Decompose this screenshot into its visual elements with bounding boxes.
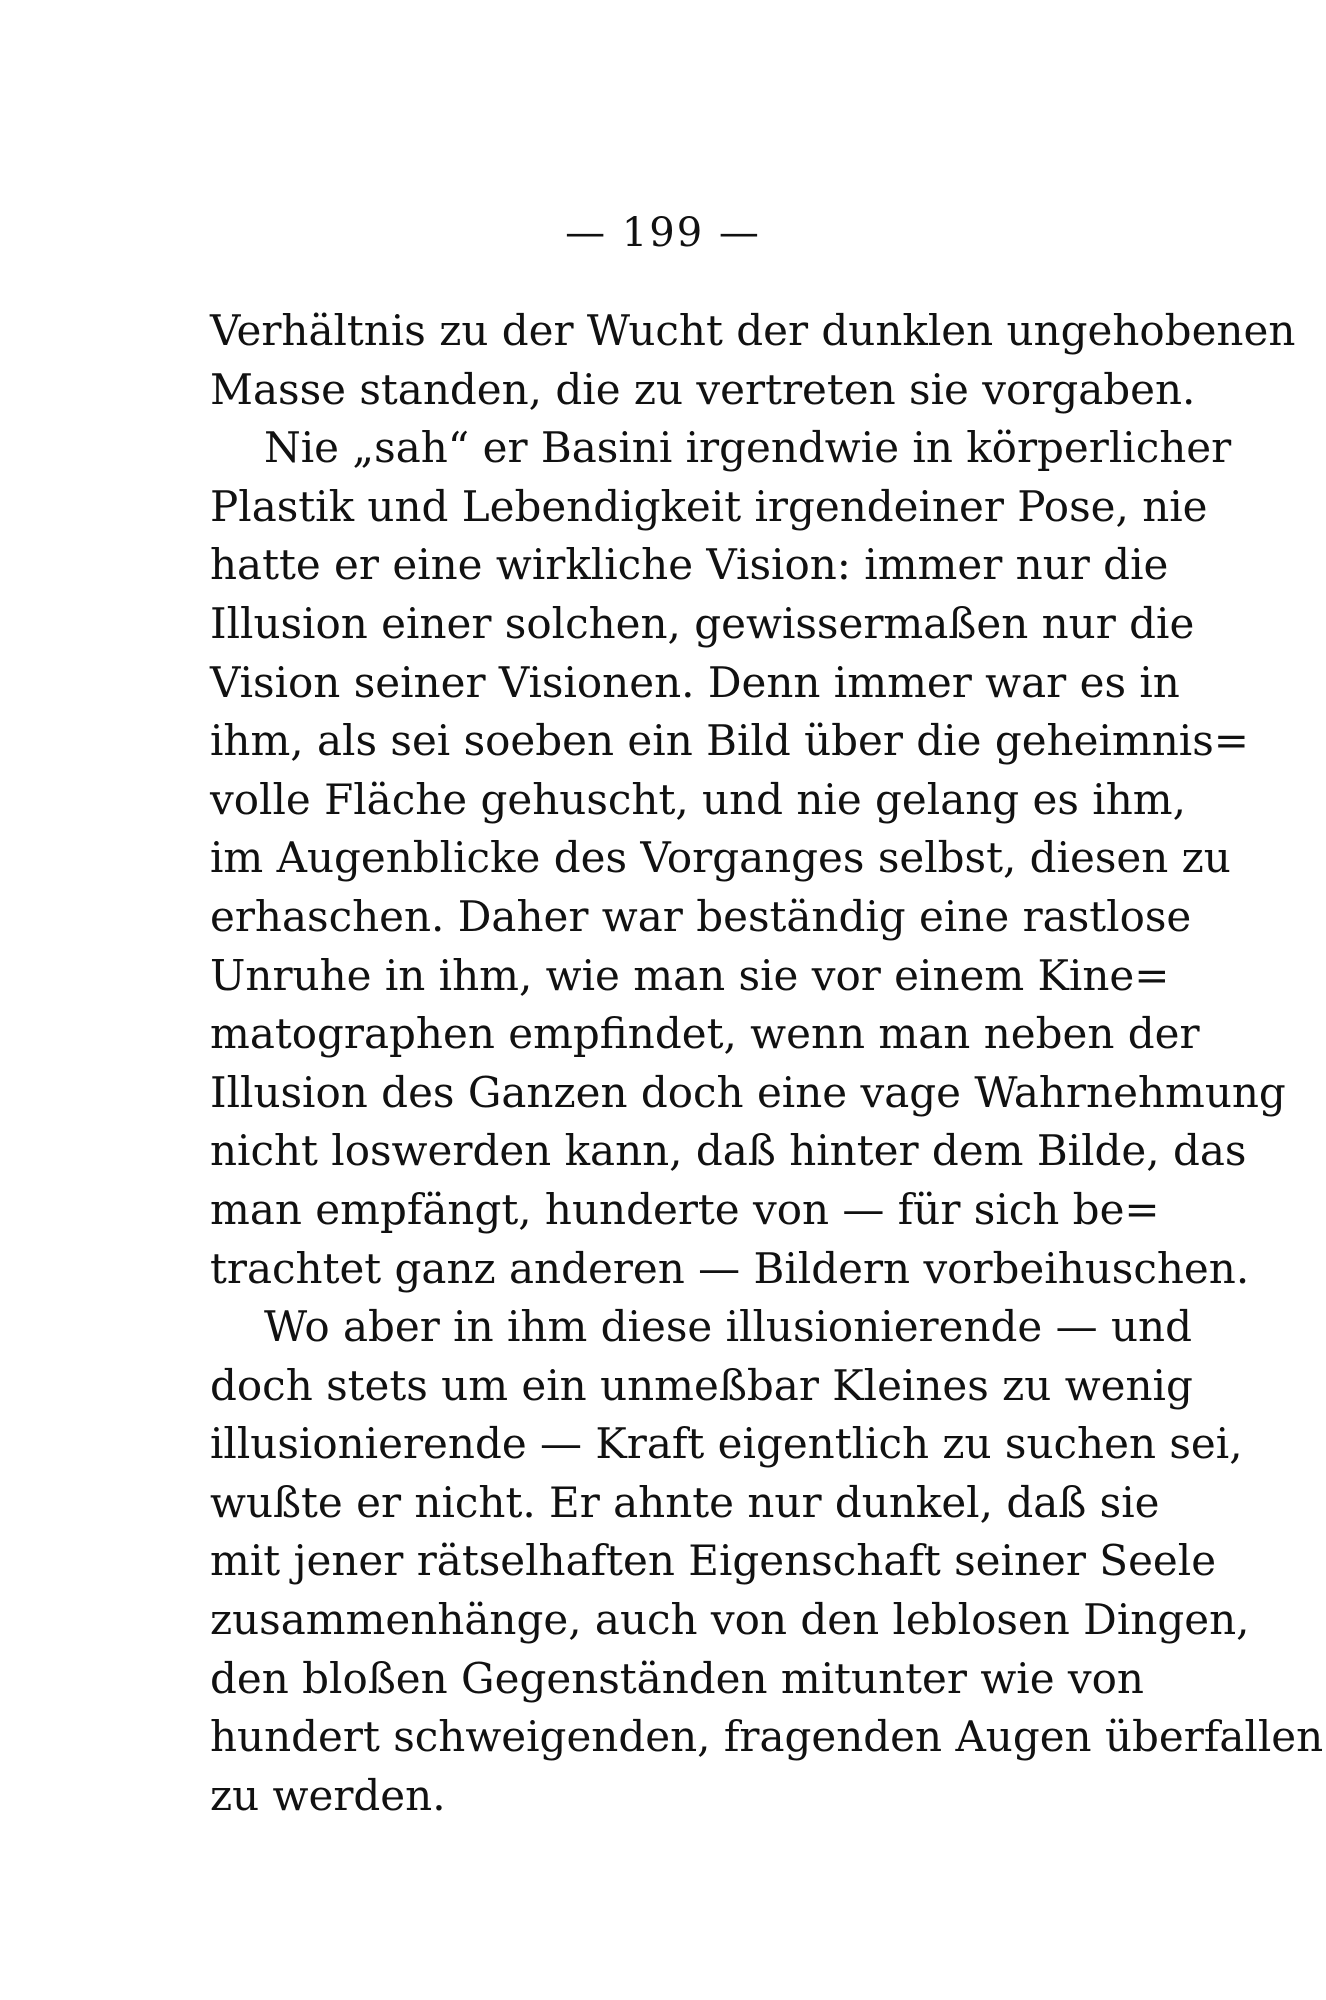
text-line: Wo aber in ihm diese illusionierende — und (264, 1302, 1192, 1352)
text-line: zu werden. (210, 1770, 446, 1820)
text-line: Illusion des Ganzen doch eine vage Wahrnehmung (210, 1067, 1286, 1117)
body-text (210, 302, 1324, 1825)
text-line: Masse standen, die zu vertreten sie vorgaben. (210, 364, 1196, 414)
text-line: Verhältnis zu der Wucht der dunklen ungehobenen (210, 306, 1296, 355)
text-line: ihm, als sei soeben ein Bild über die geheimnis= (210, 716, 1249, 766)
text-line: Illusion einer solchen, gewissermaßen nur die (210, 598, 1195, 648)
page-number: — 199 — (565, 210, 761, 256)
text-line: hatte er eine wirkliche Vision: immer nur die (210, 540, 1169, 590)
text-line: zusammenhänge, auch von den leblosen Dingen, (210, 1595, 1250, 1645)
text-line: nicht loswerden kann, daß hinter dem Bilde, das (210, 1126, 1247, 1176)
text-line: erhaschen. Daher war beständig eine rastlose (210, 891, 1192, 941)
text-line: Nie „sah“ er Basini irgendwie in körperlicher (264, 423, 1232, 473)
text-line: volle Fläche gehuscht, und nie gelang es ihm, (210, 774, 1186, 824)
text-line: Plastik und Lebendigkeit irgendeiner Pose, nie (210, 481, 1208, 531)
text-line: man empfängt, hunderte von — für sich be= (210, 1184, 1160, 1234)
text-line: trachtet ganz anderen — Bildern vorbeihuschen. (210, 1243, 1250, 1293)
text-line: doch stets um ein unmeßbar Kleines zu wenig (210, 1360, 1193, 1410)
text-line: wußte er nicht. Er ahnte nur dunkel, daß sie (210, 1477, 1160, 1527)
text-line: den bloßen Gegenständen mitunter wie von (210, 1653, 1144, 1703)
text-line: hundert schweigenden, fragenden Augen überfallen (210, 1712, 1324, 1762)
text-line: im Augenblicke des Vorganges selbst, diesen zu (210, 833, 1231, 883)
text-line: Vision seiner Visionen. Denn immer war es in (210, 657, 1180, 707)
text-line: mit jener rätselhaften Eigenschaft seiner Seele (210, 1536, 1217, 1586)
text-line: Unruhe in ihm, wie man sie vor einem Kine= (210, 950, 1170, 1000)
text-line: matographen empfindet, wenn man neben der (210, 1009, 1200, 1059)
text-line: illusionierende — Kraft eigentlich zu suchen sei, (210, 1419, 1243, 1469)
